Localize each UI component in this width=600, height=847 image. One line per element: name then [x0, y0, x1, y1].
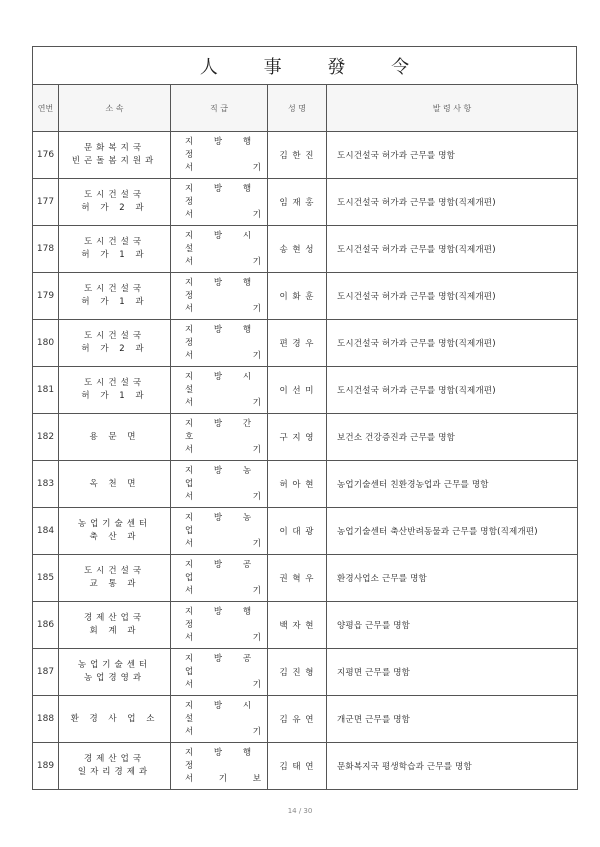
row-number: 189 [33, 743, 59, 790]
table-row [33, 226, 578, 273]
personnel-order-sheet [32, 46, 577, 790]
table-row [33, 696, 578, 743]
table-row [33, 320, 578, 367]
row-number: 179 [33, 273, 59, 320]
grade-line-2: 서 기 [185, 585, 261, 596]
row-appointment-detail: 도시건설국 허가과 근무를 명함 [327, 132, 578, 179]
grade-line-2: 서 기 [185, 209, 261, 220]
department-line-2: 교 통 과 [89, 579, 140, 589]
header-detail: 발 령 사 항 [327, 85, 578, 132]
department-line-1: 도시건설국 [83, 566, 146, 576]
row-grade [171, 179, 268, 226]
page-title: 人 事 發 令 [199, 56, 430, 78]
row-appointment-detail: 보건소 건강증진과 근무를 명함 [327, 414, 578, 461]
department-line-1: 농업기술센터 [77, 519, 152, 529]
department-line-1: 경제산업국 [83, 754, 146, 764]
row-grade [171, 649, 268, 696]
header-name: 성 명 [268, 85, 327, 132]
row-department [59, 743, 171, 790]
row-department [59, 179, 171, 226]
grade-line-1: 지 방 시 설 [185, 371, 261, 395]
row-person-name: 김 진 형 [268, 649, 327, 696]
row-person-name: 이 화 훈 [268, 273, 327, 320]
row-department [59, 602, 171, 649]
row-department [59, 649, 171, 696]
table-row [33, 414, 578, 461]
row-appointment-detail: 지평면 근무를 명함 [327, 649, 578, 696]
row-person-name: 임 재 홍 [268, 179, 327, 226]
row-number: 185 [33, 555, 59, 602]
row-department [59, 414, 171, 461]
row-appointment-detail: 개군면 근무를 명함 [327, 696, 578, 743]
grade-line-1: 지 방 농 업 [185, 512, 261, 536]
table-row [33, 649, 578, 696]
row-number: 177 [33, 179, 59, 226]
row-appointment-detail: 농업기술센터 친환경농업과 근무를 명함 [327, 461, 578, 508]
row-number: 184 [33, 508, 59, 555]
grade-line-1: 지 방 농 업 [185, 465, 261, 489]
department-line-1: 도시건설국 [83, 284, 146, 294]
row-grade [171, 414, 268, 461]
grade-line-2: 서 기 [185, 162, 261, 173]
grade-line-1: 지 방 행 정 [185, 324, 261, 348]
grade-line-1: 지 방 행 정 [185, 747, 261, 771]
table-row [33, 602, 578, 649]
department-line-2: 일자리경제과 [77, 767, 152, 777]
grade-line-2: 서 기 [185, 256, 261, 267]
row-number: 188 [33, 696, 59, 743]
table-row [33, 132, 578, 179]
row-department [59, 555, 171, 602]
grade-line-1: 지 방 행 정 [185, 277, 261, 301]
row-number: 186 [33, 602, 59, 649]
row-appointment-detail: 도시건설국 허가과 근무를 명함(직제개편) [327, 367, 578, 414]
grade-line-2: 서 기 보 [185, 773, 261, 784]
department-line-2: 허 가 2 과 [81, 203, 148, 213]
row-department [59, 461, 171, 508]
grade-line-2: 서 기 [185, 303, 261, 314]
row-person-name: 송 현 성 [268, 226, 327, 273]
row-appointment-detail: 도시건설국 허가과 근무를 명함(직제개편) [327, 179, 578, 226]
header-row [33, 85, 578, 132]
grade-line-2: 서 기 [185, 350, 261, 361]
grade-line-1: 지 방 간 호 [185, 418, 261, 442]
row-person-name: 김 태 연 [268, 743, 327, 790]
row-appointment-detail: 문화복지국 평생학습과 근무를 명함 [327, 743, 578, 790]
row-department [59, 226, 171, 273]
grade-line-1: 지 방 행 정 [185, 183, 261, 207]
table-row [33, 367, 578, 414]
department-line-1: 경제산업국 [83, 613, 146, 623]
row-number: 181 [33, 367, 59, 414]
row-appointment-detail: 도시건설국 허가과 근무를 명함(직제개편) [327, 320, 578, 367]
row-grade [171, 461, 268, 508]
department-line-2: 축 산 과 [89, 532, 140, 542]
department-line-2: 농업경영과 [83, 673, 146, 683]
row-person-name: 이 선 미 [268, 367, 327, 414]
row-grade [171, 367, 268, 414]
row-department [59, 132, 171, 179]
table-row [33, 461, 578, 508]
grade-line-1: 지 방 시 설 [185, 230, 261, 254]
department-line-1: 도시건설국 [83, 378, 146, 388]
row-grade [171, 508, 268, 555]
row-department [59, 320, 171, 367]
grade-line-2: 서 기 [185, 491, 261, 502]
grade-line-2: 서 기 [185, 679, 261, 690]
department-line-2: 허 가 1 과 [81, 250, 148, 260]
header-no: 연번 [33, 85, 59, 132]
row-number: 182 [33, 414, 59, 461]
row-number: 183 [33, 461, 59, 508]
grade-line-2: 서 기 [185, 397, 261, 408]
row-grade [171, 696, 268, 743]
row-person-name: 김 한 진 [268, 132, 327, 179]
row-grade [171, 555, 268, 602]
row-grade [171, 602, 268, 649]
row-number: 176 [33, 132, 59, 179]
table-row [33, 273, 578, 320]
grade-line-1: 지 방 행 정 [185, 606, 261, 630]
row-person-name: 구 지 영 [268, 414, 327, 461]
row-department [59, 273, 171, 320]
row-grade [171, 273, 268, 320]
department-line-1: 도시건설국 [83, 331, 146, 341]
row-grade [171, 320, 268, 367]
row-number: 180 [33, 320, 59, 367]
grade-line-2: 서 기 [185, 726, 261, 737]
grade-line-2: 서 기 [185, 632, 261, 643]
department-line-2: 빈곤돌봄지원과 [71, 156, 158, 166]
department-line-1: 환 경 사 업 소 [70, 713, 159, 724]
grade-line-1: 지 방 시 설 [185, 700, 261, 724]
row-person-name: 편 경 우 [268, 320, 327, 367]
row-appointment-detail: 농업기술센터 축산반려동물과 근무를 명함(직제개편) [327, 508, 578, 555]
row-appointment-detail: 양평읍 근무를 명함 [327, 602, 578, 649]
row-grade [171, 226, 268, 273]
department-line-2: 허 가 1 과 [81, 297, 148, 307]
grade-line-2: 서 기 [185, 444, 261, 455]
row-number: 187 [33, 649, 59, 696]
row-grade [171, 743, 268, 790]
page-number: 14 / 30 [287, 807, 313, 815]
department-line-1: 도시건설국 [83, 237, 146, 247]
row-person-name: 허 아 현 [268, 461, 327, 508]
table-row [33, 555, 578, 602]
grade-line-1: 지 방 공 업 [185, 653, 261, 677]
department-line-1: 용 문 면 [89, 431, 140, 442]
row-person-name: 권 혁 우 [268, 555, 327, 602]
row-person-name: 이 대 광 [268, 508, 327, 555]
row-department [59, 367, 171, 414]
grade-line-1: 지 방 공 업 [185, 559, 261, 583]
grade-line-2: 서 기 [185, 538, 261, 549]
grade-line-1: 지 방 행 정 [185, 136, 261, 160]
row-appointment-detail: 환경사업소 근무를 명함 [327, 555, 578, 602]
personnel-table [32, 84, 578, 790]
department-line-2: 회 계 과 [89, 626, 140, 636]
department-line-2: 허 가 1 과 [81, 391, 148, 401]
department-line-2: 허 가 2 과 [81, 344, 148, 354]
row-appointment-detail: 도시건설국 허가과 근무를 명함(직제개편) [327, 273, 578, 320]
table-row [33, 743, 578, 790]
table-row [33, 179, 578, 226]
header-grade: 직 급 [171, 85, 268, 132]
department-line-1: 문화복지국 [83, 143, 146, 153]
row-department [59, 508, 171, 555]
row-number: 178 [33, 226, 59, 273]
department-line-1: 도시건설국 [83, 190, 146, 200]
row-person-name: 백 자 현 [268, 602, 327, 649]
department-line-1: 농업기술센터 [77, 660, 152, 670]
table-row [33, 508, 578, 555]
row-department [59, 696, 171, 743]
row-appointment-detail: 도시건설국 허가과 근무를 명함(직제개편) [327, 226, 578, 273]
row-grade [171, 132, 268, 179]
title-box [32, 46, 577, 84]
row-person-name: 김 유 연 [268, 696, 327, 743]
header-dept: 소 속 [59, 85, 171, 132]
department-line-1: 옥 천 면 [89, 478, 140, 489]
